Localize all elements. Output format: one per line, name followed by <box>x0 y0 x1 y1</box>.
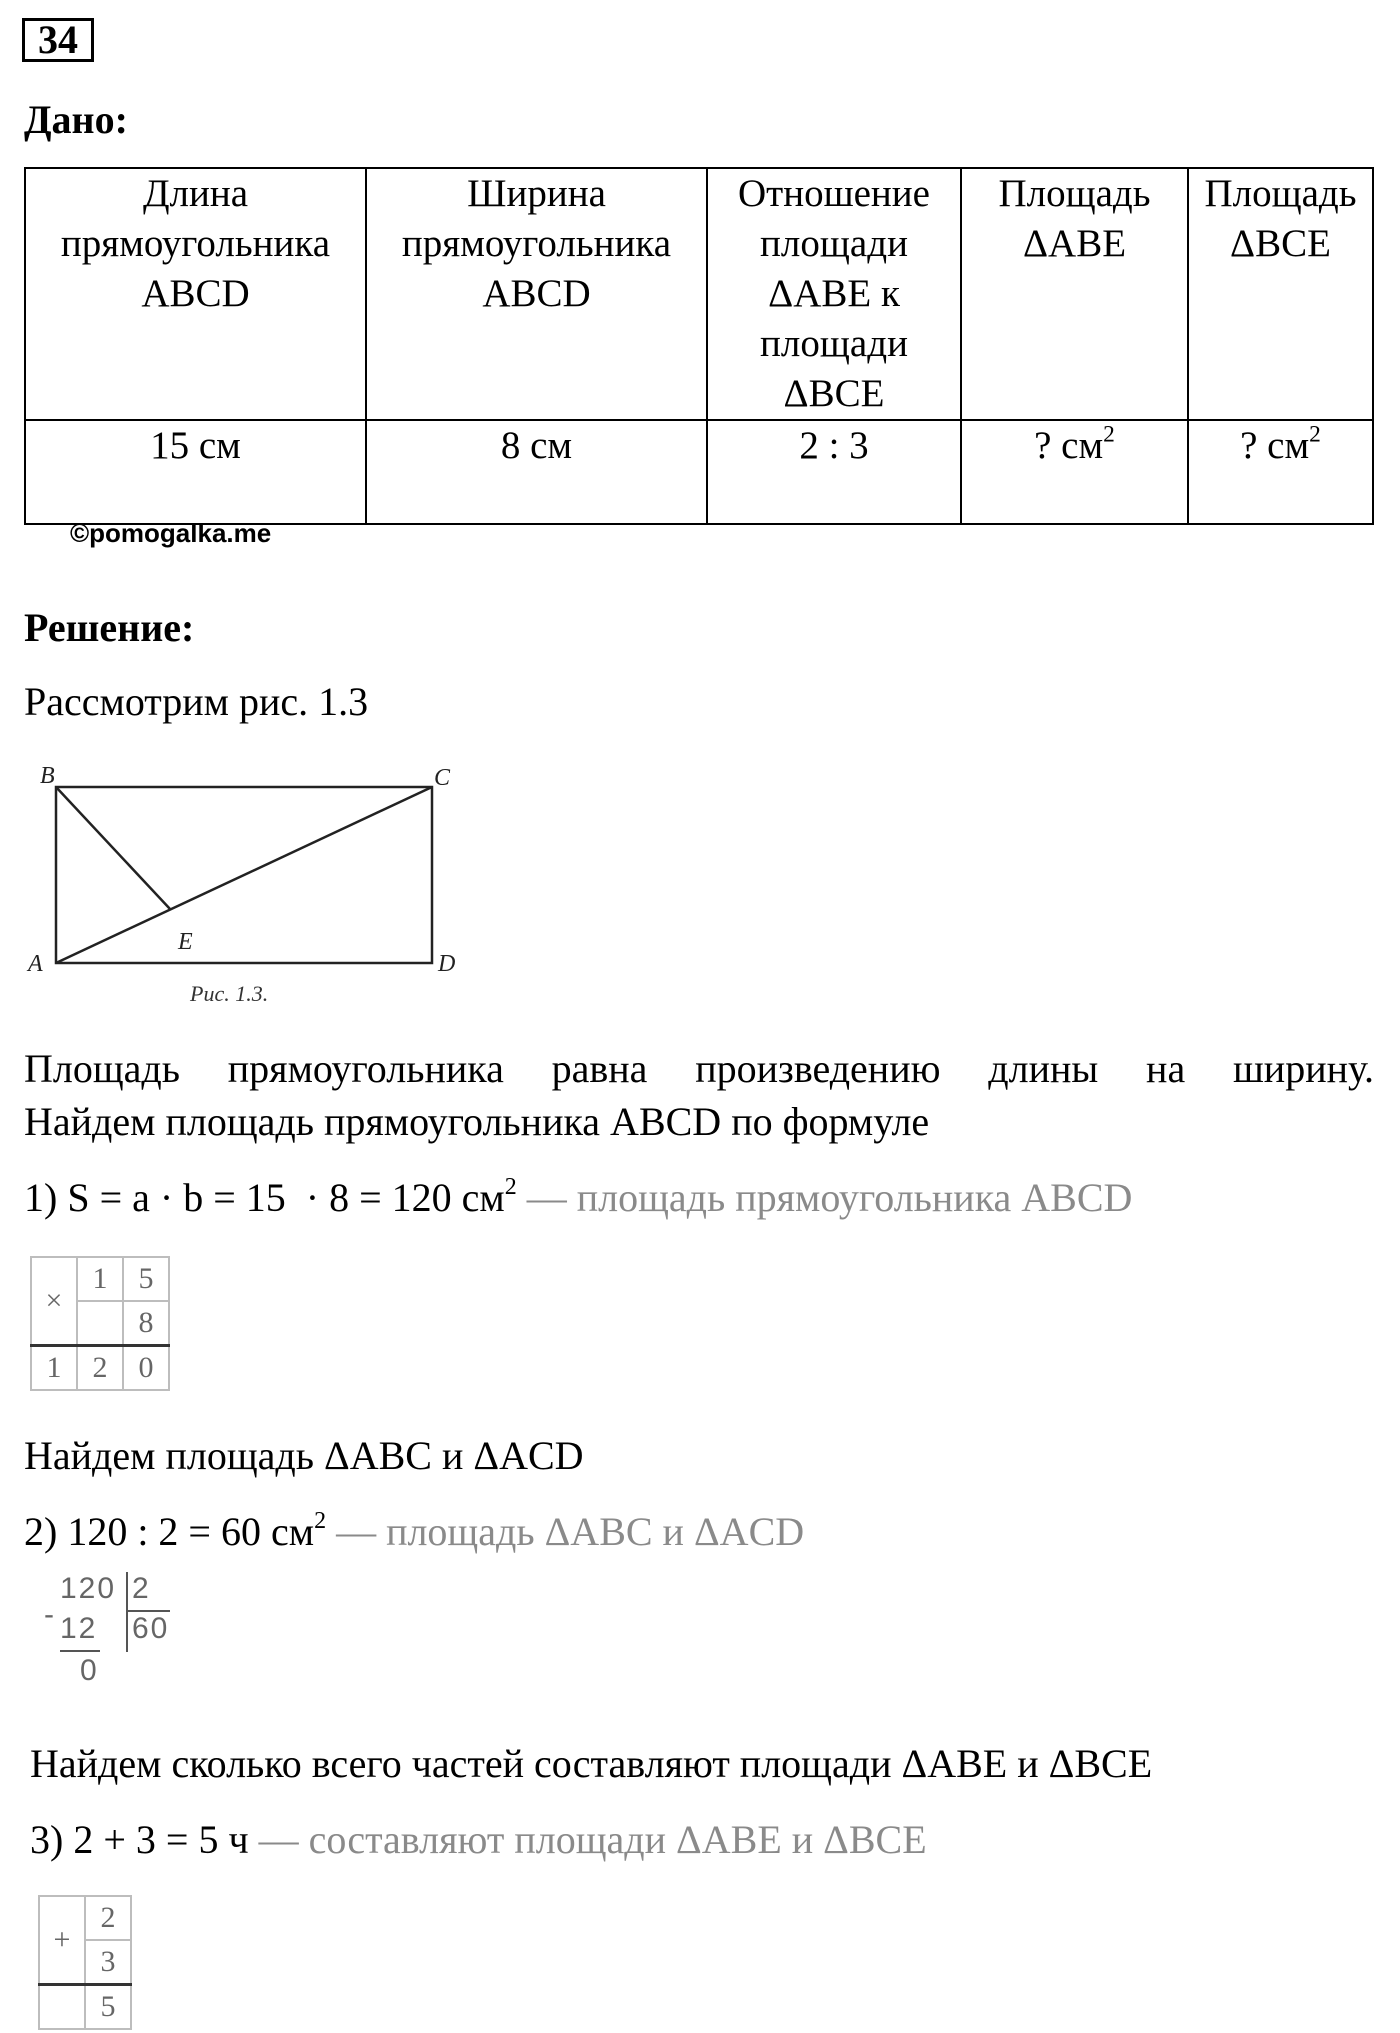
step-2: 2) 120 : 2 = 60 $см^2$ — площадь ΔABC и ΔACD <box>24 1508 805 1554</box>
value-area-abe: ? $см^2$ <box>961 420 1188 524</box>
header-area-abe: Площадь ΔABE <box>961 168 1188 420</box>
paragraph-3: Найдем сколько всего частей составляют площади ΔABE и ΔBCE <box>30 1741 1153 1786</box>
step-1: 1) S = a · b = 15 · 8 = 120 $см^2$ — площадь прямоугольника ABCD <box>24 1174 1133 1220</box>
label-a: A <box>28 951 43 977</box>
given-heading: Дано: <box>24 97 128 142</box>
label-c: C <box>434 765 451 791</box>
header-width: Ширина прямоугольника ABCD <box>366 168 707 420</box>
paragraph-1-line-1: Площадь прямоугольника равна произведению длины на ширину. <box>24 1046 1374 1091</box>
value-area-bce: ? $см^2$ <box>1188 420 1373 524</box>
mult-sign: × <box>31 1257 77 1346</box>
label-e: E <box>178 929 193 955</box>
solution-heading: Решение: <box>24 605 195 650</box>
watermark: ©pomogalka.me <box>70 518 272 548</box>
figure-caption: Рис. 1.3. <box>190 981 269 1006</box>
header-area-bce: Площадь ΔBCE <box>1188 168 1373 420</box>
value-ratio: 2 : 3 <box>707 420 961 524</box>
add-sign: + <box>39 1896 85 1985</box>
figure-rectangle <box>20 755 480 1015</box>
label-d: D <box>438 951 456 977</box>
paragraph-1-line-2: Найдем площадь прямоугольника ABCD по формуле <box>24 1099 930 1144</box>
header-ratio: Отношение площади ΔABE к площади ΔBCE <box>707 168 961 420</box>
label-b: B <box>40 763 55 789</box>
diagonal-ac <box>56 787 432 963</box>
paragraph-2: Найдем площадь ΔABC и ΔACD <box>24 1433 584 1478</box>
step-3: 3) 2 + 3 = 5 ч — составляют площади ΔABE и ΔBCE <box>30 1817 927 1862</box>
header-length: Длина прямоугольника ABCD <box>25 168 366 420</box>
value-length: 15 см <box>25 420 366 524</box>
given-table <box>24 167 1374 525</box>
task-number: 34 <box>22 18 94 62</box>
multiplication-grid: × 1 5 8 1 2 0 <box>30 1256 170 1391</box>
addition-grid: + 2 3 5 <box>38 1895 132 2030</box>
long-division: - 120 2 60 12 0 <box>44 1572 170 1687</box>
value-width: 8 см <box>366 420 707 524</box>
intro-text: Рассмотрим рис. 1.3 <box>24 679 369 724</box>
segment-be <box>56 787 170 909</box>
